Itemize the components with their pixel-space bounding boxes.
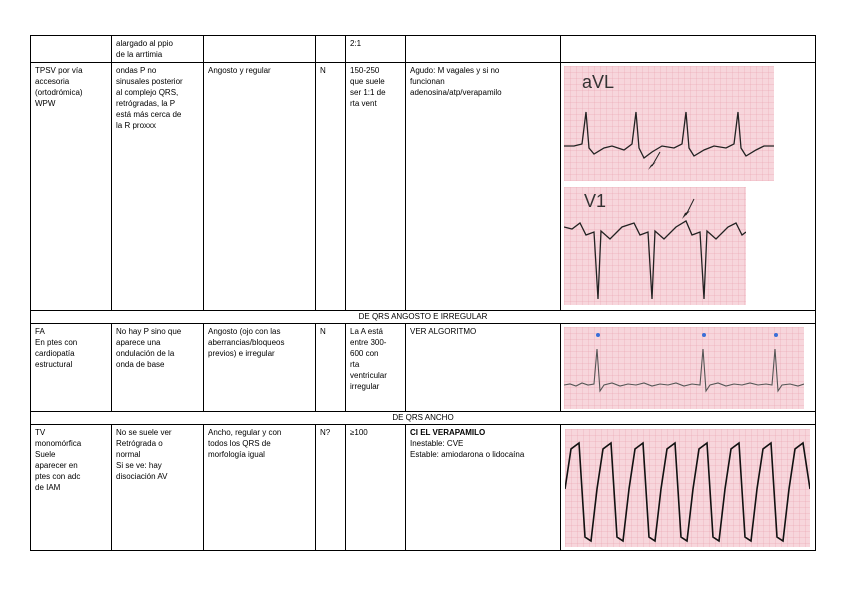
text-line: ser 1:1 de: [350, 88, 386, 97]
cell-p-wave: [112, 36, 204, 63]
text-line: aparecer en: [35, 461, 78, 470]
cell-empty: [561, 36, 816, 63]
text-line: Ancho, regular y con: [208, 428, 282, 437]
cell-treatment: [406, 324, 561, 412]
cell-qrs: [204, 324, 316, 412]
text-line: 600 con: [350, 349, 379, 358]
cell-treatment: [406, 63, 561, 311]
text-line: N?: [320, 428, 331, 437]
table-row-tpsv: [31, 63, 816, 311]
text-line: No hay P sino que: [116, 327, 182, 336]
table-row-tv: [31, 425, 816, 551]
text-line: TV: [35, 428, 46, 437]
text-line: estructural: [35, 360, 73, 369]
cell-empty: [31, 36, 112, 63]
marker-dot: [596, 333, 600, 337]
text-line: previos) e irregular: [208, 349, 275, 358]
text-line: aparece una: [116, 338, 161, 347]
text-line: al complejo QRS,: [116, 88, 179, 97]
text-line: ventricular: [350, 371, 387, 380]
text-line: todos los QRS de: [208, 439, 271, 448]
cell-empty: [316, 36, 346, 63]
ecg-v1-strip: [564, 187, 746, 305]
cell-treatment: [406, 425, 561, 551]
text-line: rta: [350, 360, 360, 369]
ecg-avl-strip: [564, 66, 774, 181]
section-header-row: [31, 311, 816, 324]
section-header-row: [31, 412, 816, 425]
text-line: retrógradas, la P: [116, 99, 176, 108]
cell-empty: [406, 36, 561, 63]
text-line: disociación AV: [116, 472, 168, 481]
cell-ecg-image: [561, 324, 816, 412]
text-line: Inestable: CVE: [410, 439, 464, 448]
table-row-fa: [31, 324, 816, 412]
text-line: No se suele ver: [116, 428, 172, 437]
text-line: alargado al ppio: [116, 39, 173, 48]
text-line: normal: [116, 450, 141, 459]
text-line: de IAM: [35, 483, 61, 492]
text-line: VER ALGORITMO: [410, 327, 477, 336]
text-line: adenosina/atp/verapamilo: [410, 88, 502, 97]
cell-axis: [316, 324, 346, 412]
text-line: FA: [35, 327, 45, 336]
text-line: Suele: [35, 450, 56, 459]
cell-p-wave: [112, 324, 204, 412]
text-line: ondulación de la: [116, 349, 175, 358]
text-line: morfología igual: [208, 450, 265, 459]
cell-rate: [346, 63, 406, 311]
cell-qrs: [204, 425, 316, 551]
cell-arrhythmia-name: [31, 425, 112, 551]
cell-ecg-image: [561, 63, 816, 311]
text-line: está más cerca de: [116, 110, 182, 119]
text-line: Si se ve: hay: [116, 461, 162, 470]
cell-axis: [316, 425, 346, 551]
cell-axis: [316, 63, 346, 311]
text-line: Agudo: M vagales y si no: [410, 66, 500, 75]
text-line: de la arrtimia: [116, 50, 163, 59]
text-line: cardiopatía: [35, 349, 75, 358]
text-line: WPW: [35, 99, 56, 108]
text-line: rta vent: [350, 99, 377, 108]
text-line: Angosto (ojo con las: [208, 327, 281, 336]
marker-dot: [702, 333, 706, 337]
text-line: irregular: [350, 382, 380, 391]
text-line: aberrancias/bloqueos: [208, 338, 285, 347]
text-line: funcionan: [410, 77, 445, 86]
section-title: DE QRS ANCHO: [31, 412, 816, 425]
text-line: ondas P no: [116, 66, 157, 75]
cell-ecg-image: [561, 425, 816, 551]
ecg-fa-strip: [564, 327, 804, 409]
cell-rate: [346, 425, 406, 551]
marker-dot: [774, 333, 778, 337]
text-line: ptes con adc: [35, 472, 81, 481]
lead-label-v1: V1: [584, 191, 607, 211]
text-line: sinusales posterior: [116, 77, 183, 86]
text-line: la R proxxx: [116, 121, 157, 130]
text-line: Angosto y regular: [208, 66, 271, 75]
section-title: DE QRS ANGOSTO E IRREGULAR: [31, 311, 816, 324]
cell-arrhythmia-name: [31, 63, 112, 311]
cell-empty: [204, 36, 316, 63]
text-line: N: [320, 66, 326, 75]
text-line: monomórfica: [35, 439, 82, 448]
cell-rate: [346, 36, 406, 63]
arrhythmia-table: [30, 35, 816, 551]
cell-arrhythmia-name: [31, 324, 112, 412]
text-line: onda de base: [116, 360, 165, 369]
lead-label-avl: aVL: [582, 72, 615, 92]
text-line: Estable: amiodarona o lidocaína: [410, 450, 525, 459]
text-line: 150-250: [350, 66, 380, 75]
treatment-title: CI EL VERAPAMILO: [410, 428, 486, 437]
text-line: que suele: [350, 77, 385, 86]
cell-qrs: [204, 63, 316, 311]
text-line: Retrógrada o: [116, 439, 163, 448]
text-line: accesoria: [35, 77, 70, 86]
text-line: entre 300-: [350, 338, 387, 347]
cell-rate: [346, 324, 406, 412]
cell-p-wave: [112, 63, 204, 311]
text-line: La A está: [350, 327, 383, 336]
table-row-top: [31, 36, 816, 63]
text-line: (ortodrómica): [35, 88, 83, 97]
text-line: 2:1: [350, 39, 362, 48]
cell-p-wave: [112, 425, 204, 551]
ecg-tv-strip: [565, 429, 810, 547]
text-line: En ptes con: [35, 338, 78, 347]
text-line: N: [320, 327, 326, 336]
text-line: TPSV por vía: [35, 66, 83, 75]
text-line: ≥100: [350, 428, 368, 437]
